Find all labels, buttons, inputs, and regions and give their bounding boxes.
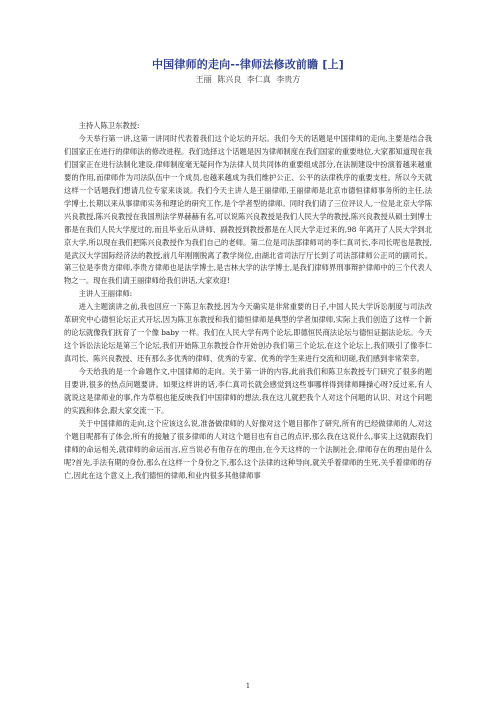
paragraph-speaker-response: 进入主题演讲之前,我也回应一下陈卫东教授,因为今天确实是非常重要的日子,中国人民大学诉讼制度与司法改革研究中心德恒论坛正式开坛,因为陈卫东教授和我们德恒律师是典型的学者加律师,实际上我们创造了这样一个新的论坛就像我们抚育了一个像 baby 一样。我们在人民大学有两个论坛,即德恒民商法论坛与德恒证据法论坛。今天这个诉讼法论坛是第三个论坛,我们开始陈卫东教授合作开始创办我们第三个论坛,在这个论坛上,我们吸引了像李仁真司长、陈兴良教授、还有那么多优秀的律师、优秀的专家、优秀的学生来进行交流和切磋,我们感到非常荣幸。 bbox=[64, 302, 432, 364]
document-authors: 王丽 陈兴良 李仁真 李贵方 bbox=[195, 75, 301, 84]
page-number: 1 bbox=[245, 682, 251, 690]
paragraph-lawyer-direction: 关于中国律师的走向,这个应该这么说,准备做律师的人好像对这个题目都作了研究,所有的已经做律师的人,对这个题目呢都有了体会,所有的接触了很多律师的人对这个题目也有自己的点评,那么我在这说什么,事实上这就跟我们律师的命运相关,就律师的命运而言,应当说必有他存在的理由,在今天这样的一个法制社会,律师存在的理由是什么呢?首先,手法有期的身份,那么在这样一个身份之下,那么这个法律的这种导向,就关乎着律师的生死,关乎着律师的存亡,因此在这个意义上,我们德恒的律师,和业内很多其他律师事 bbox=[64, 418, 432, 480]
document-title: 中国律师的走向--律师法修改前瞻 [上] bbox=[151, 58, 344, 71]
paragraph-speaker-intro: 主讲人王丽律师: bbox=[78, 289, 133, 299]
paragraph-host-intro: 主持人陈卫东教授: bbox=[78, 121, 140, 130]
paragraph-host-opening: 今天举行第一讲,这第一讲同时代表着我们这个论坛的开坛。我们今天的话题是中国律师的走向,主要是结合我们国家正在进行的律师法的修改进程。我们选择这个话题是因为律师制度在我们国家的重要地位,大家都知道现在我们国家正在进行法制化建设,律师制度毫无疑问作为法律人员共同体的重要组成部分,在法制建设中扮演着越来越重要的作用,而律师作为司法队伍中一个成员,也越来越成为我们维护公正、公平的法律秩序的重要支柱。所以今天就这样一个话题我们想请几位专家来谈谈。我们今天主讲人是王丽律师,王丽律师是北京市德恒律师事务所的主任,法学博士,长期以来从事律师实务和理论的研究工作,是个学者型的律师。同时我们请了三位评议人,一位是北京大学陈兴良教授,陈兴良教授在我国刑法学界赫赫有名,可以说陈兴良教授是我们人民大学的教授,陈兴良教授从硕士到博士都是在我们人民大学度过的,而且毕业后从讲师、副教授到教授都是在人民大学走过来的,98 年离开了人民大学到北京大学,所以现在我们把陈兴良教授作为我们自己的老师。第二位是司法部律师司的李仁真司长,李司长呢也是教授,是武汉大学国际经济法的教授,前几年刚刚脱离了教学岗位,由湖北省司法厅厅长到了司法部律师公正司的副司长。第三位是李贵方律师,李贵方律师也是法学博士,是吉林大学的法学博士,是我们律师界刑事辩护律师中的三个代表人物之一。现在我们请王丽律师给我们讲话,大家欢迎! bbox=[64, 133, 432, 286]
paragraph-topic: 今天给我的是一个命题作文,中国律师的走向。关于第一讲的内容,此前我们和陈卫东教授专门研究了很多的题目要讲,很多的热点问题要讲。如果这样讲的话,李仁真司长就会感觉到这些事哪样得到律师睡操心呀?反过来,有人就说这是律师业的事,作为草根也能反映我们中国律师的想法,我在这儿就把我个人对这个问题的认识、对这个问题的实践和体会,跟大家交流一下。 bbox=[64, 367, 432, 415]
document-body bbox=[64, 120, 432, 483]
